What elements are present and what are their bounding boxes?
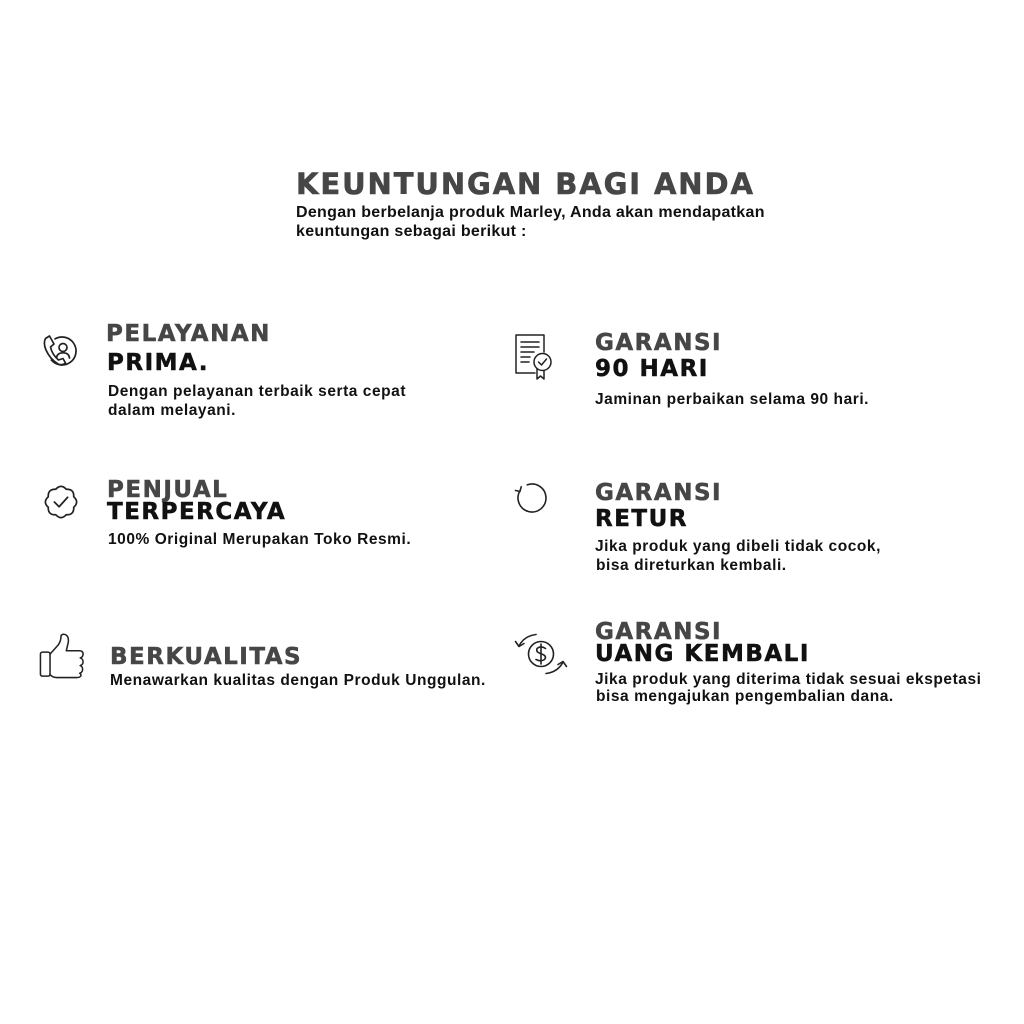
description-line: Jika produk yang dibeli tidak cocok, [595,538,881,555]
description-line: Jika produk yang diterima tidak sesuai ekspetasi [595,671,982,688]
customer-service-icon [42,333,78,369]
benefit-heading-line1: PENJUAL [107,477,229,503]
description-line: 100% Original Merupakan Toko Resmi. [108,531,412,548]
description-line: dalam melayani. [108,402,237,419]
verified-badge-icon [42,483,80,521]
certificate-icon [514,333,554,381]
description-line: Menawarkan kualitas dengan Produk Unggulan. [110,672,486,689]
page-subtitle [296,203,765,241]
benefit-heading-line1: GARANSI [595,619,723,645]
benefit-heading-line2: UANG KEMBALI [595,641,810,667]
benefit-description [108,382,406,420]
description-line: Dengan pelayanan terbaik serta cepat [108,383,407,400]
thumbs-up-icon [39,633,85,679]
benefit-description [108,530,411,549]
description-line: Jaminan perbaikan selama 90 hari. [595,391,870,408]
benefit-heading-line1: GARANSI [595,330,723,356]
refresh-icon [513,481,549,515]
benefit-description [110,671,486,690]
description-line: bisa mengajukan pengembalian dana. [596,688,894,705]
description-line: bisa direturkan kembali. [596,557,787,574]
subtitle-line: Dengan berbelanja produk Marley, Anda akan mendapatkan [296,204,765,221]
benefit-heading-line2: 90 HARI [595,356,709,382]
page-title: KEUNTUNGAN BAGI ANDA [296,167,755,201]
benefit-description [595,390,869,409]
benefit-heading-line1: BERKUALITAS [110,644,303,670]
subtitle-line: keuntungan sebagai berikut : [296,223,527,240]
benefit-heading-line1: PELAYANAN [106,321,271,347]
benefit-description [595,671,982,705]
benefit-description [595,537,881,575]
benefit-heading-line2: RETUR [595,506,688,532]
benefit-heading-line1: GARANSI [595,480,723,506]
benefit-heading-line2: PRIMA. [107,350,209,376]
benefit-heading-line2: TERPERCAYA [107,499,287,525]
money-back-icon [514,631,568,677]
